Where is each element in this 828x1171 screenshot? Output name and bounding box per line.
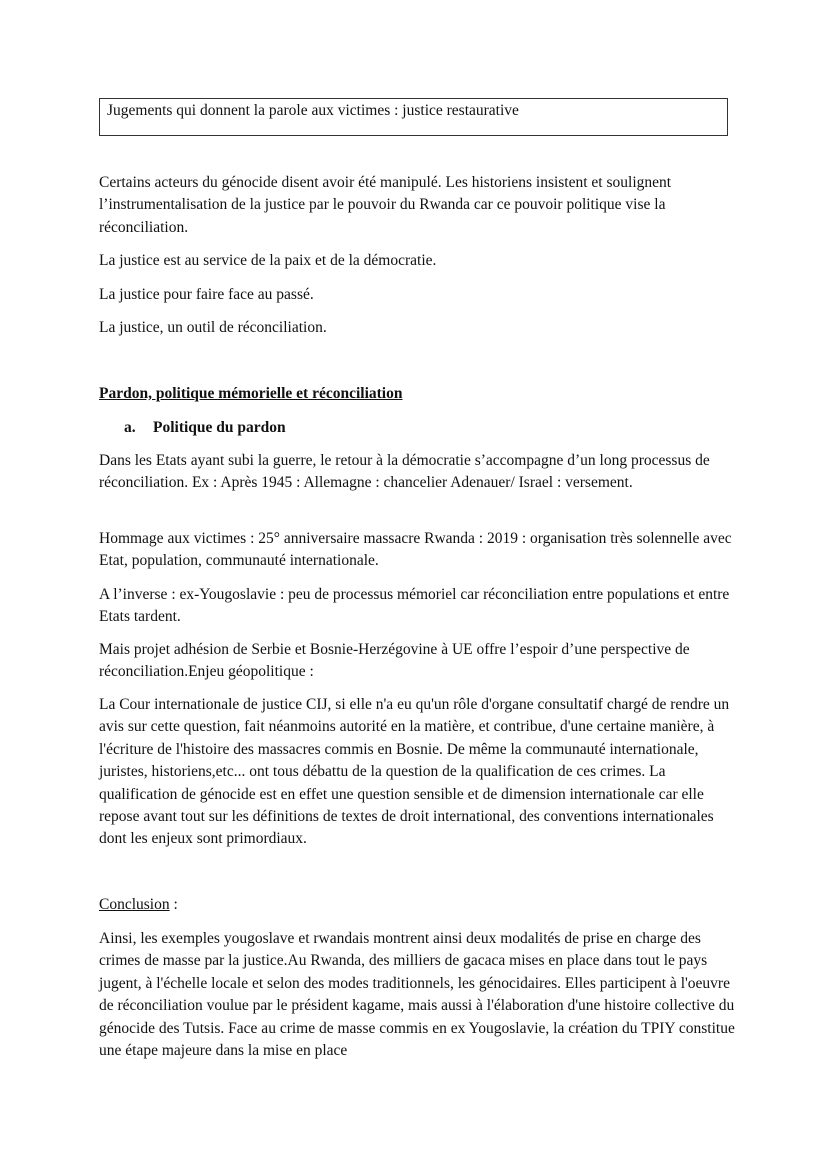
paragraph-manipulation: Certains acteurs du génocide disent avoir été manipulé. Les historiens insistent et soulignent l’instrumentalisation de la justice par le pouvoir du Rwanda car ce pouvoir politique vise la réconciliation. xyxy=(99,174,672,236)
paragraph-etats-guerre: Dans les Etats ayant subi la guerre, le retour à la démocratie s’accompagne d’un long processus de réconciliation. Ex : Après 1945 : Allemagne : chancelier Adenauer/ Israel : versement. xyxy=(99,452,710,492)
section-heading: Pardon, politique mémorielle et réconciliation xyxy=(99,385,403,402)
paragraph-justice-paix: La justice est au service de la paix et de la démocratie. xyxy=(99,252,437,269)
subsection-title: Politique du pardon xyxy=(153,419,286,436)
paragraph-adhesion-ue: Mais projet adhésion de Serbie et Bosnie-Herzégovine à UE offre l’espoir d’une perspective de réconciliation.Enjeu géopolitique : xyxy=(99,641,690,681)
framed-note-box xyxy=(99,98,728,136)
paragraph-justice-outil: La justice, un outil de réconciliation. xyxy=(99,319,327,336)
conclusion-label: Conclusion xyxy=(99,896,170,913)
subsection-marker: a. xyxy=(124,419,136,436)
conclusion-suffix: : xyxy=(169,896,178,913)
paragraph-justice-passe: La justice pour faire face au passé. xyxy=(99,286,314,303)
framed-note-text: Jugements qui donnent la parole aux victimes : justice restaurative xyxy=(107,102,519,119)
paragraph-conclusion: Ainsi, les exemples yougoslave et rwandais montrent ainsi deux modalités de prise en charge des crimes de masse par la justice.Au Rwanda, des milliers de gacaca mises en place dans tout le pays jugent, à l'échelle locale et selon des modes traditionnels, les génocidaires. Elles participent à l'oeuvre de réconciliation voulue par le président kagame, mais aussi à l'élaboration d'une histoire collective du génocide des Tutsis. Face au crime de masse commis en ex Yougoslavie, la création du TPIY constitue une étape majeure dans la mise en place xyxy=(99,930,735,1060)
paragraph-cij: La Cour internationale de justice CIJ, si elle n'a eu qu'un rôle d'organe consultatif chargé de rendre un avis sur cette question, fait néanmoins autorité en la matière, et contribue, d'une certaine manière, à l'écriture de l'histoire des massacres commis en Bosnie. De même la communauté internationale, juristes, historiens,etc... ont tous débattu de la question de la qualification de ces crimes. La qualification de génocide est en effet une question sensible et de dimension internationale car elle repose avant tout sur les définitions de textes de droit international, des conventions internationales dont les enjeux sont primordiaux. xyxy=(99,696,730,848)
subsection-heading xyxy=(124,417,286,439)
conclusion-heading xyxy=(99,894,178,916)
paragraph-hommage: Hommage aux victimes : 25° anniversaire massacre Rwanda : 2019 : organisation très solennelle avec Etat, population, communauté internationale. xyxy=(99,530,732,570)
paragraph-ex-yougoslavie: A l’inverse : ex-Yougoslavie : peu de processus mémoriel car réconciliation entre populations et entre Etats tardent. xyxy=(99,586,730,626)
